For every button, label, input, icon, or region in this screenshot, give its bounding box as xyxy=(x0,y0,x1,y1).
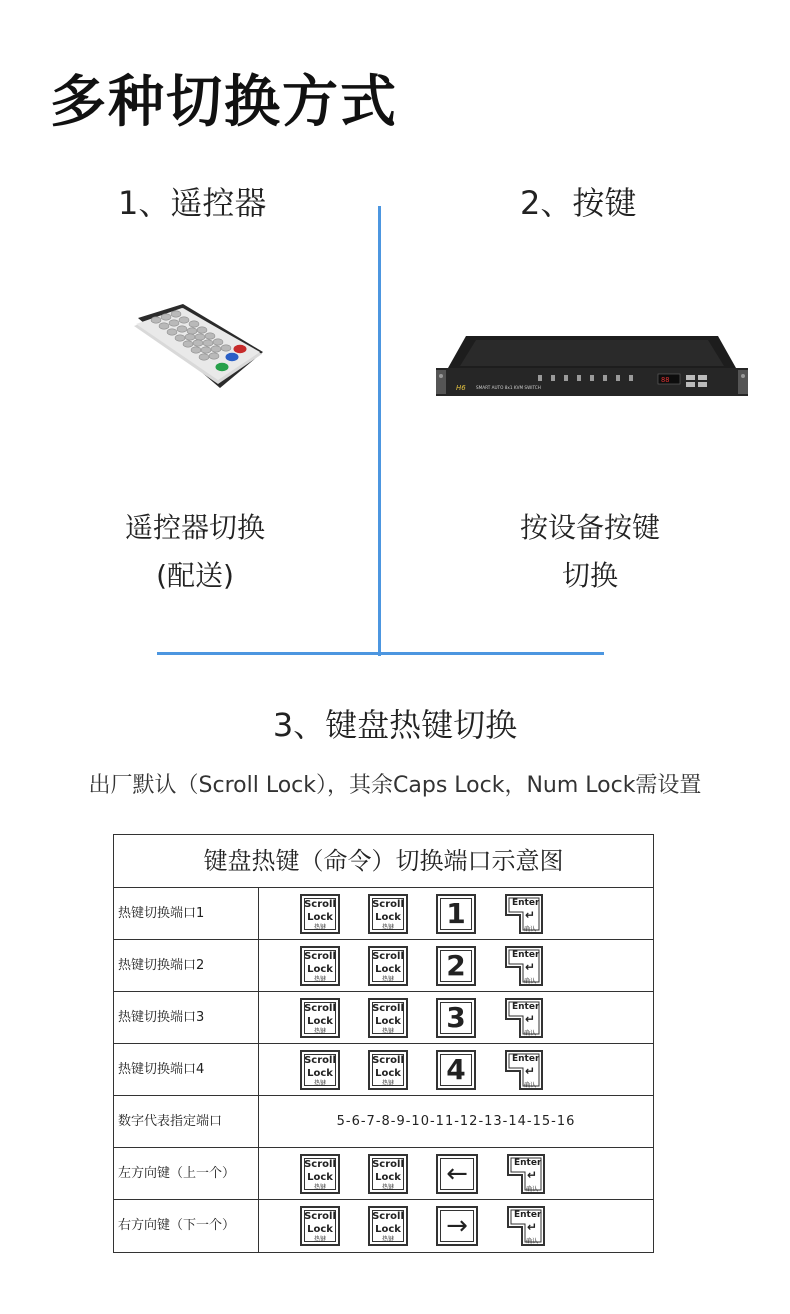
kvm-switch-image xyxy=(436,332,748,402)
enter-key-text: Enter xyxy=(512,897,540,908)
hotkey-key-text: 热键 xyxy=(381,975,394,983)
key-sequence xyxy=(259,888,653,939)
key-glyph: 2 xyxy=(446,948,466,982)
confirm-key-text: 确认 xyxy=(524,925,537,933)
table-row xyxy=(114,940,653,992)
scroll-lock-key xyxy=(368,1206,408,1246)
scroll-lock-key xyxy=(368,1050,408,1090)
lock-key-text: Lock xyxy=(375,1015,401,1027)
number-key xyxy=(436,946,476,986)
key-glyph: 1 xyxy=(446,896,466,930)
table-row xyxy=(114,888,653,940)
scroll-key-text: Scroll xyxy=(304,1211,336,1222)
enter-key xyxy=(504,945,544,987)
lock-key-text: Lock xyxy=(307,1015,333,1027)
enter-arrow-icon: ↵ xyxy=(525,907,536,922)
key-glyph: → xyxy=(446,1211,468,1241)
scroll-lock-key xyxy=(368,1154,408,1194)
button-caption-line2: 切换 xyxy=(561,559,618,592)
number-key xyxy=(436,894,476,934)
hotkey-key-text: 热键 xyxy=(381,1236,394,1243)
scroll-lock-key xyxy=(300,894,340,934)
scroll-key-text: Scroll xyxy=(304,1054,336,1066)
lock-key-text: Lock xyxy=(375,911,401,923)
table-body xyxy=(114,888,653,1252)
arrow-key xyxy=(436,1154,478,1194)
enter-key-text: Enter xyxy=(512,949,540,960)
scroll-key-text: Scroll xyxy=(372,1054,404,1066)
row-label: 右方向键（下一个） xyxy=(114,1200,259,1252)
scroll-key-text: Scroll xyxy=(304,950,336,962)
scroll-key-text: Scroll xyxy=(304,898,336,910)
button-method-title: 2、按键 xyxy=(520,184,637,222)
lock-key-text: Lock xyxy=(307,1224,333,1235)
row-label: 热键切换端口3 xyxy=(114,992,259,1043)
remote-caption-line2: (配送) xyxy=(156,559,234,592)
table-row xyxy=(114,992,653,1044)
key-sequence xyxy=(259,1148,653,1199)
lock-key-text: Lock xyxy=(307,911,333,923)
confirm-key-text: 确认 xyxy=(524,977,537,985)
lock-key-text: Lock xyxy=(375,1224,401,1235)
scroll-key-text: Scroll xyxy=(304,1002,336,1014)
remote-method-title: 1、遥控器 xyxy=(118,184,267,222)
hotkey-method-title: 3、键盘热键切换 xyxy=(272,706,518,744)
enter-arrow-icon: ↵ xyxy=(525,1011,536,1026)
page-title: 多种切换方式 xyxy=(50,70,398,135)
table-row xyxy=(114,1044,653,1096)
scroll-lock-key xyxy=(300,1206,340,1246)
scroll-key-text: Scroll xyxy=(372,1002,404,1014)
scroll-key-text: Scroll xyxy=(372,898,404,910)
hotkey-key-text: 热键 xyxy=(381,1079,394,1087)
confirm-key-text: 确认 xyxy=(526,1238,539,1245)
scroll-lock-key xyxy=(300,998,340,1038)
enter-key xyxy=(506,1153,546,1195)
hotkey-table xyxy=(113,834,654,1253)
enter-arrow-icon: ↵ xyxy=(527,1220,538,1234)
remote-caption-line1: 遥控器切换 xyxy=(124,511,265,544)
number-key xyxy=(436,1050,476,1090)
lock-key-text: Lock xyxy=(307,1171,333,1183)
scroll-lock-key xyxy=(300,946,340,986)
key-glyph: ← xyxy=(446,1158,468,1189)
confirm-key-text: 确认 xyxy=(524,1029,537,1037)
svg-text:H6: H6 xyxy=(456,384,466,392)
enter-key xyxy=(504,1049,544,1091)
scroll-lock-key xyxy=(368,894,408,934)
enter-arrow-icon: ↵ xyxy=(525,959,536,974)
scroll-lock-key xyxy=(368,946,408,986)
enter-key-text: Enter xyxy=(512,1053,540,1064)
hotkey-key-text: 热键 xyxy=(381,923,394,931)
hotkey-key-text: 热键 xyxy=(313,923,326,931)
row-label: 热键切换端口1 xyxy=(114,888,259,939)
remote-control-image xyxy=(128,300,268,400)
key-sequence xyxy=(259,1200,653,1252)
enter-arrow-icon: ↵ xyxy=(527,1167,538,1182)
table-title: 键盘热键（命令）切换端口示意图 xyxy=(114,835,653,888)
scroll-key-text: Scroll xyxy=(372,1211,404,1222)
enter-arrow-icon: ↵ xyxy=(525,1063,536,1078)
scroll-key-text: Scroll xyxy=(304,1158,336,1170)
hotkey-key-text: 热键 xyxy=(313,975,326,983)
button-method-caption xyxy=(490,504,690,600)
key-sequence xyxy=(259,992,653,1043)
scroll-key-text: Scroll xyxy=(372,1158,404,1170)
lock-key-text: Lock xyxy=(375,963,401,975)
key-glyph: 4 xyxy=(446,1052,466,1086)
hotkey-key-text: 热键 xyxy=(313,1236,326,1243)
hotkey-key-text: 热键 xyxy=(381,1183,394,1191)
horizontal-divider xyxy=(157,652,604,655)
enter-key-text: Enter xyxy=(512,1001,540,1012)
vertical-divider xyxy=(378,206,381,656)
enter-key xyxy=(506,1205,546,1247)
arrow-key xyxy=(436,1206,478,1246)
hotkey-key-text: 热键 xyxy=(313,1079,326,1087)
port-numbers-text: 5-6-7-8-9-10-11-12-13-14-15-16 xyxy=(336,1114,576,1129)
scroll-lock-key xyxy=(300,1050,340,1090)
number-key xyxy=(436,998,476,1038)
table-row xyxy=(114,1148,653,1200)
lock-key-text: Lock xyxy=(307,1067,333,1079)
row-label: 热键切换端口4 xyxy=(114,1044,259,1095)
hotkey-key-text: 热键 xyxy=(313,1027,326,1035)
row-label: 热键切换端口2 xyxy=(114,940,259,991)
row-label: 左方向键（上一个） xyxy=(114,1148,259,1199)
button-caption-line1: 按设备按键 xyxy=(519,511,660,544)
key-sequence xyxy=(259,1044,653,1095)
scroll-key-text: Scroll xyxy=(372,950,404,962)
hotkey-key-text: 热键 xyxy=(313,1183,326,1191)
lock-key-text: Lock xyxy=(375,1067,401,1079)
remote-method-caption xyxy=(100,504,290,600)
enter-key xyxy=(504,893,544,935)
key-glyph: 3 xyxy=(446,1000,466,1034)
hotkey-key-text: 热键 xyxy=(381,1027,394,1035)
row-label: 数字代表指定端口 xyxy=(114,1096,259,1147)
lock-key-text: Lock xyxy=(375,1171,401,1183)
enter-key-text: Enter xyxy=(514,1157,542,1168)
confirm-key-text: 确认 xyxy=(526,1185,539,1193)
svg-text:88: 88 xyxy=(661,376,670,384)
confirm-key-text: 确认 xyxy=(524,1081,537,1089)
enter-key-text: Enter xyxy=(514,1210,542,1220)
enter-key xyxy=(504,997,544,1039)
scroll-lock-key xyxy=(300,1154,340,1194)
hotkey-method-note: 出厂默认（Scroll Lock），其余Caps Lock，Num Lock需设置 xyxy=(88,773,702,798)
table-row xyxy=(114,1096,653,1148)
svg-text:SMART AUTO 8x1 KVM SWITCH: SMART AUTO 8x1 KVM SWITCH xyxy=(476,385,541,390)
table-row xyxy=(114,1200,653,1252)
lock-key-text: Lock xyxy=(307,963,333,975)
key-sequence xyxy=(259,940,653,991)
scroll-lock-key xyxy=(368,998,408,1038)
